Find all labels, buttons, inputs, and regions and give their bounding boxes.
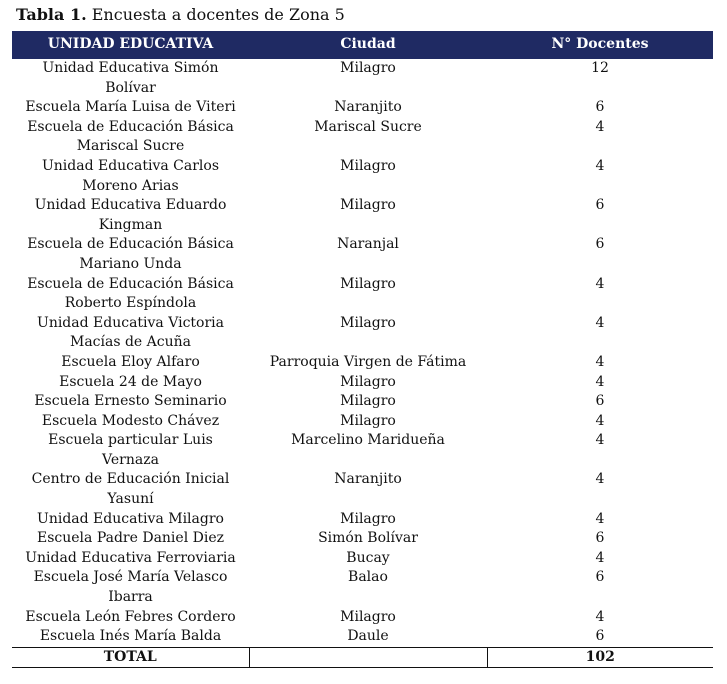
table-row [12, 157, 713, 196]
cell-ciudad: Naranjito [334, 471, 402, 488]
table-caption [16, 5, 345, 25]
cell-ciudad: Naranjito [334, 99, 402, 116]
cell-docentes: 6 [595, 530, 605, 547]
cell-unidad-educativa: Unidad Educativa Simón Bolívar [12, 59, 249, 99]
cell-docentes: 6 [595, 99, 605, 116]
table-row [12, 118, 713, 157]
total-row [12, 647, 713, 667]
cell-docentes: 6 [595, 628, 605, 645]
cell-unidad-educativa: Escuela León Febres Cordero [25, 608, 236, 625]
cell-docentes: 4 [595, 549, 605, 566]
total-label: TOTAL [12, 647, 249, 667]
cell-ciudad: Milagro [340, 608, 396, 625]
caption-label: Tabla 1. [16, 5, 87, 24]
cell-ciudad: Milagro [340, 393, 396, 410]
table-row [12, 235, 713, 274]
cell-unidad-educativa: Escuela Ernesto Seminario [34, 393, 227, 410]
cell-unidad-educativa: Unidad Educativa Victoria Macías de Acuña [37, 314, 224, 351]
cell-ciudad: Milagro [340, 510, 396, 527]
total-docentes: 102 [487, 647, 713, 667]
table-row [12, 510, 713, 530]
cell-unidad-educativa: Unidad Educativa Eduardo Kingman [34, 197, 227, 233]
cell-docentes: 4 [595, 275, 605, 292]
cell-docentes: 6 [595, 197, 605, 214]
teachers-survey-table [12, 31, 713, 668]
cell-docentes: 4 [595, 157, 605, 174]
total-ciudad [249, 647, 487, 667]
header-row [12, 31, 713, 59]
cell-ciudad: Milagro [340, 157, 396, 174]
table-row [12, 431, 713, 470]
cell-ciudad: Marcelino Maridueña [291, 432, 445, 449]
table-row [12, 353, 713, 373]
header-numero-docentes: N° Docentes [487, 31, 713, 59]
table-row [12, 98, 713, 118]
cell-unidad-educativa: Unidad Educativa Milagro [37, 510, 224, 527]
cell-unidad-educativa: Escuela de Educación Básica Roberto Espíndola [27, 275, 234, 312]
cell-docentes: 12 [487, 59, 713, 99]
cell-docentes: 4 [595, 353, 605, 370]
cell-docentes: 4 [595, 432, 605, 449]
cell-unidad-educativa: Escuela particular Luis Vernaza [48, 432, 213, 468]
header-ciudad: Ciudad [249, 31, 487, 59]
cell-unidad-educativa: Escuela 24 de Mayo [59, 373, 202, 390]
cell-ciudad: Milagro [249, 59, 487, 99]
cell-ciudad: Daule [347, 628, 389, 645]
table-row [12, 412, 713, 432]
caption-text: Encuesta a docentes de Zona 5 [86, 5, 345, 24]
table-row [12, 470, 713, 509]
table-row [12, 392, 713, 412]
cell-ciudad: Milagro [340, 412, 396, 429]
table-row [12, 627, 713, 647]
cell-docentes: 4 [595, 510, 605, 527]
cell-unidad-educativa: Unidad Educativa Ferroviaria [25, 549, 236, 566]
cell-unidad-educativa: Escuela Inés María Balda [39, 628, 222, 645]
cell-unidad-educativa: Escuela Modesto Chávez [41, 412, 220, 429]
cell-unidad-educativa: Escuela María Luisa de Viteri [25, 99, 236, 116]
table-row [12, 549, 713, 569]
table-row [12, 529, 713, 549]
cell-ciudad: Milagro [340, 314, 396, 331]
cell-ciudad: Bucay [346, 549, 390, 566]
cell-docentes: 4 [595, 471, 605, 488]
cell-ciudad: Simón Bolívar [318, 530, 418, 547]
cell-ciudad: Naranjal [337, 236, 399, 253]
cell-ciudad: Balao [348, 569, 388, 586]
cell-docentes: 4 [595, 373, 605, 390]
table-row [12, 373, 713, 393]
table-row [12, 568, 713, 607]
table-row [12, 275, 713, 314]
cell-unidad-educativa: Escuela de Educación Básica Mariscal Sucre [27, 118, 234, 155]
table-body [12, 59, 713, 648]
cell-docentes: 6 [595, 236, 605, 253]
cell-docentes: 4 [595, 314, 605, 331]
cell-ciudad: Milagro [340, 275, 396, 292]
cell-docentes: 4 [595, 412, 605, 429]
cell-unidad-educativa: Centro de Educación Inicial Yasuní [31, 471, 230, 508]
cell-ciudad: Milagro [340, 373, 396, 390]
cell-unidad-educativa: Escuela Padre Daniel Diez [37, 530, 224, 547]
cell-docentes: 6 [595, 393, 605, 410]
cell-docentes: 4 [595, 608, 605, 625]
cell-unidad-educativa: Unidad Educativa Carlos Moreno Arias [41, 157, 220, 194]
cell-unidad-educativa: Escuela Eloy Alfaro [61, 353, 200, 370]
table-row [12, 608, 713, 628]
cell-ciudad: Milagro [340, 197, 396, 214]
cell-unidad-educativa: Escuela de Educación Básica Mariano Unda [27, 236, 234, 272]
cell-unidad-educativa: Escuela José María Velasco Ibarra [33, 569, 228, 606]
cell-ciudad: Parroquia Virgen de Fátima [269, 353, 467, 370]
table-row [12, 59, 713, 99]
table-row [12, 196, 713, 235]
cell-docentes: 4 [595, 118, 605, 135]
cell-docentes: 6 [595, 569, 605, 586]
header-unidad-educativa: UNIDAD EDUCATIVA [12, 31, 249, 59]
table-row [12, 314, 713, 353]
cell-ciudad: Mariscal Sucre [314, 118, 422, 135]
